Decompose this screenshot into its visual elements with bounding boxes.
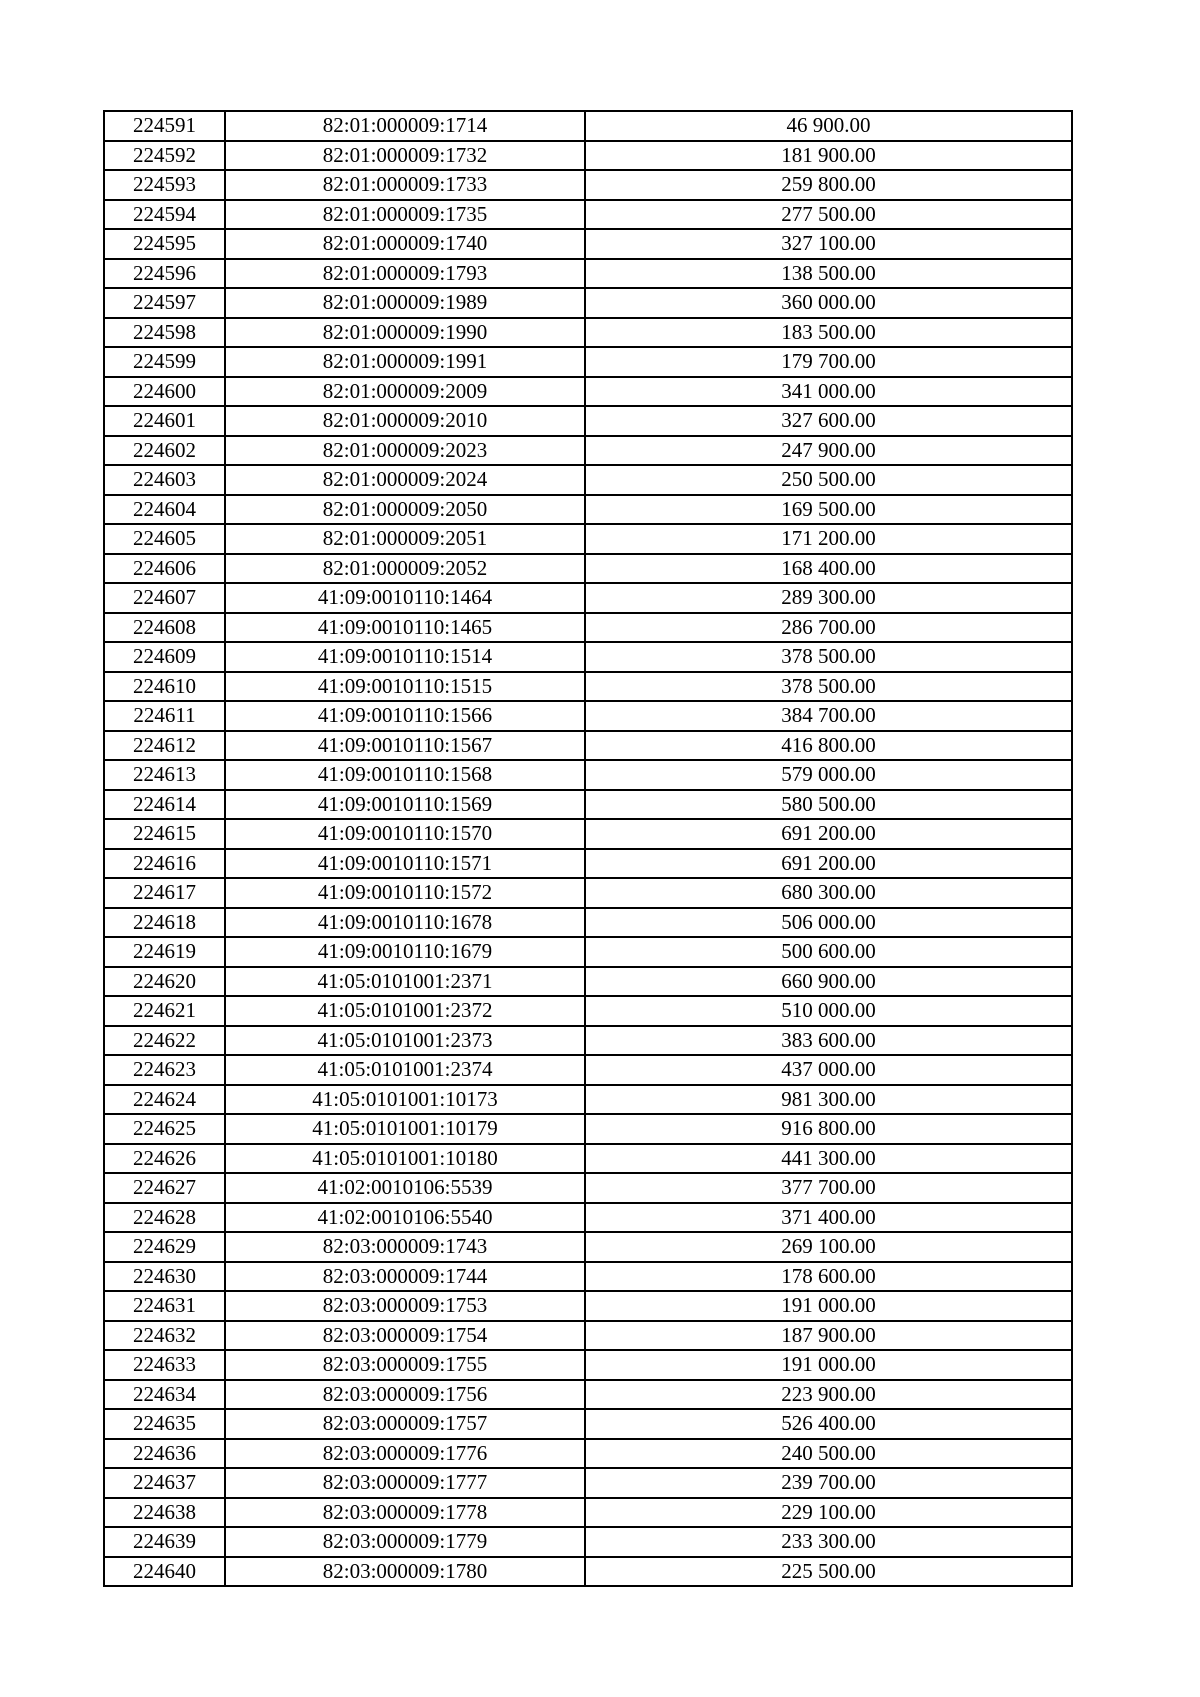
value-cell: 341 000.00	[585, 377, 1072, 407]
cadastral-number-cell: 41:05:0101001:2374	[225, 1055, 585, 1085]
cadastral-number-cell: 41:02:0010106:5539	[225, 1173, 585, 1203]
row-number-cell: 224601	[104, 406, 225, 436]
cadastral-number-cell: 82:03:000009:1757	[225, 1409, 585, 1439]
value-cell: 187 900.00	[585, 1321, 1072, 1351]
table-row	[104, 524, 1072, 554]
value-cell: 691 200.00	[585, 849, 1072, 879]
value-cell: 181 900.00	[585, 141, 1072, 171]
cadastral-number-cell: 82:01:000009:2009	[225, 377, 585, 407]
value-cell: 46 900.00	[585, 111, 1072, 141]
row-number-cell: 224606	[104, 554, 225, 584]
row-number-cell: 224595	[104, 229, 225, 259]
table-row	[104, 878, 1072, 908]
cadastral-number-cell: 82:01:000009:1740	[225, 229, 585, 259]
cadastral-number-cell: 82:01:000009:1714	[225, 111, 585, 141]
value-cell: 247 900.00	[585, 436, 1072, 466]
cadastral-number-cell: 82:01:000009:1732	[225, 141, 585, 171]
cadastral-number-cell: 82:01:000009:1735	[225, 200, 585, 230]
table-row	[104, 701, 1072, 731]
cadastral-number-cell: 82:03:000009:1754	[225, 1321, 585, 1351]
row-number-cell: 224629	[104, 1232, 225, 1262]
value-cell: 171 200.00	[585, 524, 1072, 554]
row-number-cell: 224621	[104, 996, 225, 1026]
table-row	[104, 1321, 1072, 1351]
cadastral-number-cell: 41:09:0010110:1567	[225, 731, 585, 761]
row-number-cell: 224625	[104, 1114, 225, 1144]
table-row	[104, 1232, 1072, 1262]
table-row	[104, 495, 1072, 525]
row-number-cell: 224639	[104, 1527, 225, 1557]
table-row	[104, 141, 1072, 171]
table-row	[104, 908, 1072, 938]
cadastral-number-cell: 41:09:0010110:1566	[225, 701, 585, 731]
row-number-cell: 224633	[104, 1350, 225, 1380]
cadastral-number-cell: 41:09:0010110:1464	[225, 583, 585, 613]
row-number-cell: 224622	[104, 1026, 225, 1056]
row-number-cell: 224611	[104, 701, 225, 731]
value-cell: 360 000.00	[585, 288, 1072, 318]
value-cell: 500 600.00	[585, 937, 1072, 967]
value-cell: 371 400.00	[585, 1203, 1072, 1233]
value-cell: 579 000.00	[585, 760, 1072, 790]
table-row	[104, 170, 1072, 200]
cadastral-number-cell: 82:01:000009:1733	[225, 170, 585, 200]
table-row	[104, 1350, 1072, 1380]
cadastral-number-cell: 41:09:0010110:1571	[225, 849, 585, 879]
row-number-cell: 224623	[104, 1055, 225, 1085]
table-row	[104, 554, 1072, 584]
row-number-cell: 224620	[104, 967, 225, 997]
table-row	[104, 111, 1072, 141]
table-body	[104, 111, 1072, 1586]
cadastral-number-cell: 41:05:0101001:2373	[225, 1026, 585, 1056]
row-number-cell: 224619	[104, 937, 225, 967]
value-cell: 526 400.00	[585, 1409, 1072, 1439]
row-number-cell: 224599	[104, 347, 225, 377]
cadastral-number-cell: 41:09:0010110:1514	[225, 642, 585, 672]
table-row	[104, 347, 1072, 377]
value-cell: 580 500.00	[585, 790, 1072, 820]
cadastral-number-cell: 82:03:000009:1779	[225, 1527, 585, 1557]
row-number-cell: 224593	[104, 170, 225, 200]
row-number-cell: 224615	[104, 819, 225, 849]
cadastral-number-cell: 82:03:000009:1743	[225, 1232, 585, 1262]
row-number-cell: 224640	[104, 1557, 225, 1587]
table-row	[104, 1380, 1072, 1410]
table-row	[104, 465, 1072, 495]
value-cell: 289 300.00	[585, 583, 1072, 613]
row-number-cell: 224608	[104, 613, 225, 643]
cadastral-number-cell: 82:01:000009:1990	[225, 318, 585, 348]
table-row	[104, 583, 1072, 613]
table-row	[104, 967, 1072, 997]
row-number-cell: 224607	[104, 583, 225, 613]
value-cell: 168 400.00	[585, 554, 1072, 584]
value-cell: 223 900.00	[585, 1380, 1072, 1410]
table-row	[104, 1203, 1072, 1233]
cadastral-number-cell: 41:09:0010110:1515	[225, 672, 585, 702]
row-number-cell: 224616	[104, 849, 225, 879]
table-row	[104, 731, 1072, 761]
table-row	[104, 1409, 1072, 1439]
value-cell: 169 500.00	[585, 495, 1072, 525]
row-number-cell: 224591	[104, 111, 225, 141]
value-cell: 259 800.00	[585, 170, 1072, 200]
table-row	[104, 406, 1072, 436]
table-row	[104, 760, 1072, 790]
cadastral-number-cell: 82:03:000009:1776	[225, 1439, 585, 1469]
table-row	[104, 613, 1072, 643]
row-number-cell: 224613	[104, 760, 225, 790]
cadastral-number-cell: 82:03:000009:1755	[225, 1350, 585, 1380]
cadastral-number-cell: 41:09:0010110:1465	[225, 613, 585, 643]
row-number-cell: 224592	[104, 141, 225, 171]
row-number-cell: 224618	[104, 908, 225, 938]
row-number-cell: 224624	[104, 1085, 225, 1115]
cadastral-number-cell: 82:01:000009:1991	[225, 347, 585, 377]
cadastral-number-cell: 82:03:000009:1780	[225, 1557, 585, 1587]
cadastral-number-cell: 82:01:000009:2050	[225, 495, 585, 525]
value-cell: 225 500.00	[585, 1557, 1072, 1587]
cadastral-number-cell: 82:03:000009:1744	[225, 1262, 585, 1292]
table-row	[104, 1026, 1072, 1056]
value-cell: 378 500.00	[585, 642, 1072, 672]
table-row	[104, 1439, 1072, 1469]
value-cell: 233 300.00	[585, 1527, 1072, 1557]
table-row	[104, 1114, 1072, 1144]
table-row	[104, 819, 1072, 849]
value-cell: 286 700.00	[585, 613, 1072, 643]
cadastral-number-cell: 41:05:0101001:10180	[225, 1144, 585, 1174]
row-number-cell: 224635	[104, 1409, 225, 1439]
table-row	[104, 672, 1072, 702]
table-row	[104, 849, 1072, 879]
table-row	[104, 259, 1072, 289]
table-row	[104, 937, 1072, 967]
value-cell: 183 500.00	[585, 318, 1072, 348]
row-number-cell: 224630	[104, 1262, 225, 1292]
cadastral-number-cell: 82:03:000009:1756	[225, 1380, 585, 1410]
value-cell: 191 000.00	[585, 1350, 1072, 1380]
row-number-cell: 224638	[104, 1498, 225, 1528]
value-cell: 680 300.00	[585, 878, 1072, 908]
cadastral-number-cell: 41:09:0010110:1678	[225, 908, 585, 938]
value-cell: 327 600.00	[585, 406, 1072, 436]
value-cell: 510 000.00	[585, 996, 1072, 1026]
table-row	[104, 1085, 1072, 1115]
table-row	[104, 1498, 1072, 1528]
table-row	[104, 288, 1072, 318]
table-row	[104, 200, 1072, 230]
row-number-cell: 224617	[104, 878, 225, 908]
table-row	[104, 1173, 1072, 1203]
row-number-cell: 224628	[104, 1203, 225, 1233]
table-row	[104, 436, 1072, 466]
value-cell: 377 700.00	[585, 1173, 1072, 1203]
value-cell: 916 800.00	[585, 1114, 1072, 1144]
value-cell: 660 900.00	[585, 967, 1072, 997]
table-row	[104, 229, 1072, 259]
row-number-cell: 224594	[104, 200, 225, 230]
row-number-cell: 224603	[104, 465, 225, 495]
value-cell: 383 600.00	[585, 1026, 1072, 1056]
table-row	[104, 1468, 1072, 1498]
value-cell: 277 500.00	[585, 200, 1072, 230]
row-number-cell: 224632	[104, 1321, 225, 1351]
table-row	[104, 1557, 1072, 1587]
table-row	[104, 1291, 1072, 1321]
cadastral-number-cell: 82:03:000009:1778	[225, 1498, 585, 1528]
value-cell: 179 700.00	[585, 347, 1072, 377]
table-row	[104, 318, 1072, 348]
value-cell: 178 600.00	[585, 1262, 1072, 1292]
row-number-cell: 224605	[104, 524, 225, 554]
row-number-cell: 224604	[104, 495, 225, 525]
value-cell: 437 000.00	[585, 1055, 1072, 1085]
value-cell: 981 300.00	[585, 1085, 1072, 1115]
row-number-cell: 224596	[104, 259, 225, 289]
row-number-cell: 224627	[104, 1173, 225, 1203]
table-row	[104, 790, 1072, 820]
cadastral-value-table	[103, 110, 1073, 1587]
value-cell: 239 700.00	[585, 1468, 1072, 1498]
value-cell: 327 100.00	[585, 229, 1072, 259]
cadastral-number-cell: 82:01:000009:1793	[225, 259, 585, 289]
table-row	[104, 1262, 1072, 1292]
row-number-cell: 224626	[104, 1144, 225, 1174]
cadastral-number-cell: 82:01:000009:2010	[225, 406, 585, 436]
cadastral-number-cell: 82:01:000009:2023	[225, 436, 585, 466]
cadastral-number-cell: 82:01:000009:2051	[225, 524, 585, 554]
value-cell: 191 000.00	[585, 1291, 1072, 1321]
cadastral-number-cell: 41:09:0010110:1679	[225, 937, 585, 967]
row-number-cell: 224636	[104, 1439, 225, 1469]
value-cell: 138 500.00	[585, 259, 1072, 289]
row-number-cell: 224602	[104, 436, 225, 466]
cadastral-number-cell: 82:03:000009:1753	[225, 1291, 585, 1321]
row-number-cell: 224631	[104, 1291, 225, 1321]
row-number-cell: 224612	[104, 731, 225, 761]
cadastral-number-cell: 82:01:000009:1989	[225, 288, 585, 318]
value-cell: 240 500.00	[585, 1439, 1072, 1469]
cadastral-number-cell: 41:02:0010106:5540	[225, 1203, 585, 1233]
cadastral-number-cell: 82:01:000009:2024	[225, 465, 585, 495]
cadastral-number-cell: 41:05:0101001:2371	[225, 967, 585, 997]
value-cell: 506 000.00	[585, 908, 1072, 938]
cadastral-number-cell: 41:05:0101001:10179	[225, 1114, 585, 1144]
data-table-container	[103, 110, 1073, 1587]
table-row	[104, 642, 1072, 672]
cadastral-number-cell: 41:09:0010110:1568	[225, 760, 585, 790]
row-number-cell: 224637	[104, 1468, 225, 1498]
value-cell: 229 100.00	[585, 1498, 1072, 1528]
value-cell: 250 500.00	[585, 465, 1072, 495]
value-cell: 378 500.00	[585, 672, 1072, 702]
table-row	[104, 1527, 1072, 1557]
row-number-cell: 224634	[104, 1380, 225, 1410]
value-cell: 441 300.00	[585, 1144, 1072, 1174]
row-number-cell: 224600	[104, 377, 225, 407]
cadastral-number-cell: 41:05:0101001:10173	[225, 1085, 585, 1115]
table-row	[104, 1055, 1072, 1085]
value-cell: 269 100.00	[585, 1232, 1072, 1262]
cadastral-number-cell: 41:09:0010110:1569	[225, 790, 585, 820]
table-row	[104, 996, 1072, 1026]
value-cell: 384 700.00	[585, 701, 1072, 731]
cadastral-number-cell: 82:03:000009:1777	[225, 1468, 585, 1498]
cadastral-number-cell: 41:05:0101001:2372	[225, 996, 585, 1026]
value-cell: 691 200.00	[585, 819, 1072, 849]
row-number-cell: 224598	[104, 318, 225, 348]
cadastral-number-cell: 41:09:0010110:1572	[225, 878, 585, 908]
row-number-cell: 224614	[104, 790, 225, 820]
table-row	[104, 1144, 1072, 1174]
value-cell: 416 800.00	[585, 731, 1072, 761]
cadastral-number-cell: 82:01:000009:2052	[225, 554, 585, 584]
row-number-cell: 224609	[104, 642, 225, 672]
row-number-cell: 224597	[104, 288, 225, 318]
table-row	[104, 377, 1072, 407]
row-number-cell: 224610	[104, 672, 225, 702]
cadastral-number-cell: 41:09:0010110:1570	[225, 819, 585, 849]
